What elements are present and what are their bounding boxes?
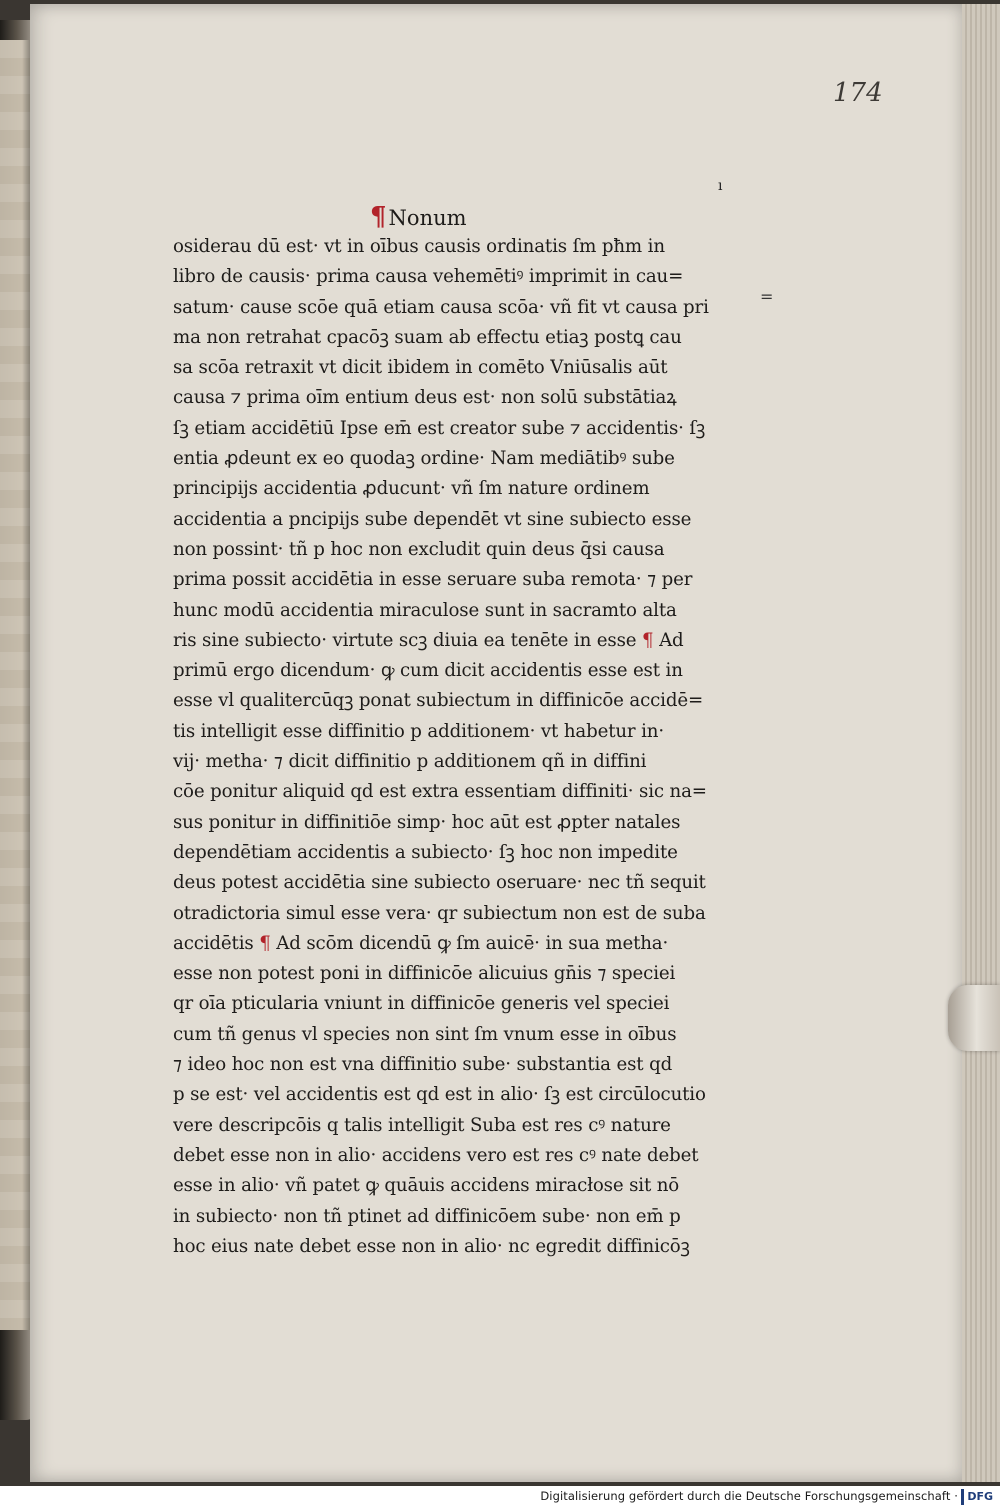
text-line: accidētis ¶ Ad scōm dicendū ꝙ ſm auicē· in sua metha· (173, 932, 669, 954)
page-stack-edges (962, 4, 1000, 1482)
page-clip (948, 985, 1000, 1051)
text-line: sus ponitur in diffinitiōe simp· hoc aūt est ꝓpter natales (173, 811, 681, 833)
rubric-paragraph-mark: ¶ (370, 202, 387, 232)
text-line: cōe ponitur aliquid qd est extra essentiam diffiniti· sic na= (173, 781, 707, 803)
funding-credit: Digitalisierung gefördert durch die Deutsche Forschungsgemeinschaft · (540, 1489, 958, 1503)
text-line: p se est· vel accidentis est qd est in alio· ſꝫ est circūlocutio (173, 1084, 706, 1106)
text-line: esse vl qualitercūqꝫ ponat subiectum in diffinicōe accidē= (173, 690, 704, 712)
rubric-paragraph-mark: ¶ (259, 932, 271, 954)
text-line: prima possit accidētia in esse seruare suba remota· ⁊ per (173, 569, 693, 591)
text-line: non possint· tñ p hoc non excludit quin deus q̄si causa (173, 538, 665, 560)
text-line: ⁊ ideo hoc non est vna diffinitio sube· substantia est qd (173, 1054, 673, 1076)
text-line: debet esse non in alio· accidens vero est res cꝰ nate debet (173, 1144, 699, 1166)
ink-tick: ı (718, 178, 723, 194)
folio-number: 174 (833, 78, 883, 108)
text-line: otradictoria simul esse vera· qr subiectum non est de suba (173, 902, 706, 924)
heading-text: Nonum (388, 206, 467, 230)
text-line: entia ꝓdeunt ex eo quodaꝫ ordine· Nam mediātibꝰ sube (173, 448, 675, 470)
body-text-column (173, 232, 743, 1262)
text-line: vij· metha· ⁊ dicit diffinitio p additionem qñ in diffini (173, 751, 647, 773)
text-line: cum tñ genus vl species non sint ſm vnum esse in oībus (173, 1023, 677, 1045)
rubric-paragraph-mark: ¶ (642, 629, 654, 651)
facing-page-edge (0, 40, 30, 1330)
footer-bar (0, 1486, 1000, 1508)
text-line: ma non retrahat cpacōꝫ suam ab effectu etiaꝫ postꝗ cau (173, 326, 682, 348)
text-line: primū ergo dicendum· ꝙ cum dicit accidentis esse est in (173, 660, 683, 682)
text-line: ſꝫ etiam accidētiū Ipse em̄ est creator sube ⁊ accidentis· ſꝫ (173, 417, 706, 439)
text-line: hunc modū accidentia miraculose sunt in sacramto alta (173, 599, 677, 621)
text-line: principijs accidentia ꝓducunt· vñ ſm nature ordinem (173, 478, 650, 500)
text-line: esse non potest poni in diffinicōe alicuius gn̄is ⁊ speciei (173, 963, 676, 985)
text-line: ris sine subiecto· virtute scꝫ diuia ea tenēte in esse ¶ Ad (173, 629, 684, 651)
section-heading (370, 202, 467, 232)
text-line: satum· cause scōe quā etiam causa scōa· vñ fit vt causa pri (173, 296, 709, 318)
text-line: libro de causis· prima causa vehemētiꝰ imprimit in cau= (173, 266, 684, 288)
text-line: qr oīa pticularia vniunt in diffinicōe generis vel speciei (173, 993, 670, 1015)
text-line: sa scōa retraxit vt dicit ibidem in comēto Vniūsalis aūt (173, 357, 668, 379)
text-line: esse in alio· vñ patet ꝙ quāuis accidens miracłose sit nō (173, 1175, 680, 1197)
text-line: tis intelligit esse diffinitio p additionem· vt habetur in· (173, 720, 664, 742)
text-line: deus potest accidētia sine subiecto oseruare· nec tñ sequit (173, 872, 706, 894)
text-line: osiderau dū est· vt in oībus causis ordinatis ſm pħm in (173, 236, 665, 257)
text-line: hoc eius nate debet esse non in alio· nc egredit diffinicōꝫ (173, 1235, 690, 1257)
text-line: accidentia a pncipijs sube dependēt vt sine subiecto esse (173, 508, 692, 530)
text-line: dependētiam accidentis a subiecto· ſꝫ hoc non impedite (173, 841, 678, 863)
dfg-logo: DFG (961, 1489, 996, 1505)
marginal-mark: = (760, 287, 774, 306)
text-line: in subiecto· non tñ ptinet ad diffinicōem sube· non em̄ p (173, 1205, 681, 1227)
text-line: vere descripcōis q talis intelligit Suba est res cꝰ nature (173, 1114, 671, 1136)
text-line: causa ⁊ prima oīm entium deus est· non solū substātiaꝝ (173, 387, 677, 409)
